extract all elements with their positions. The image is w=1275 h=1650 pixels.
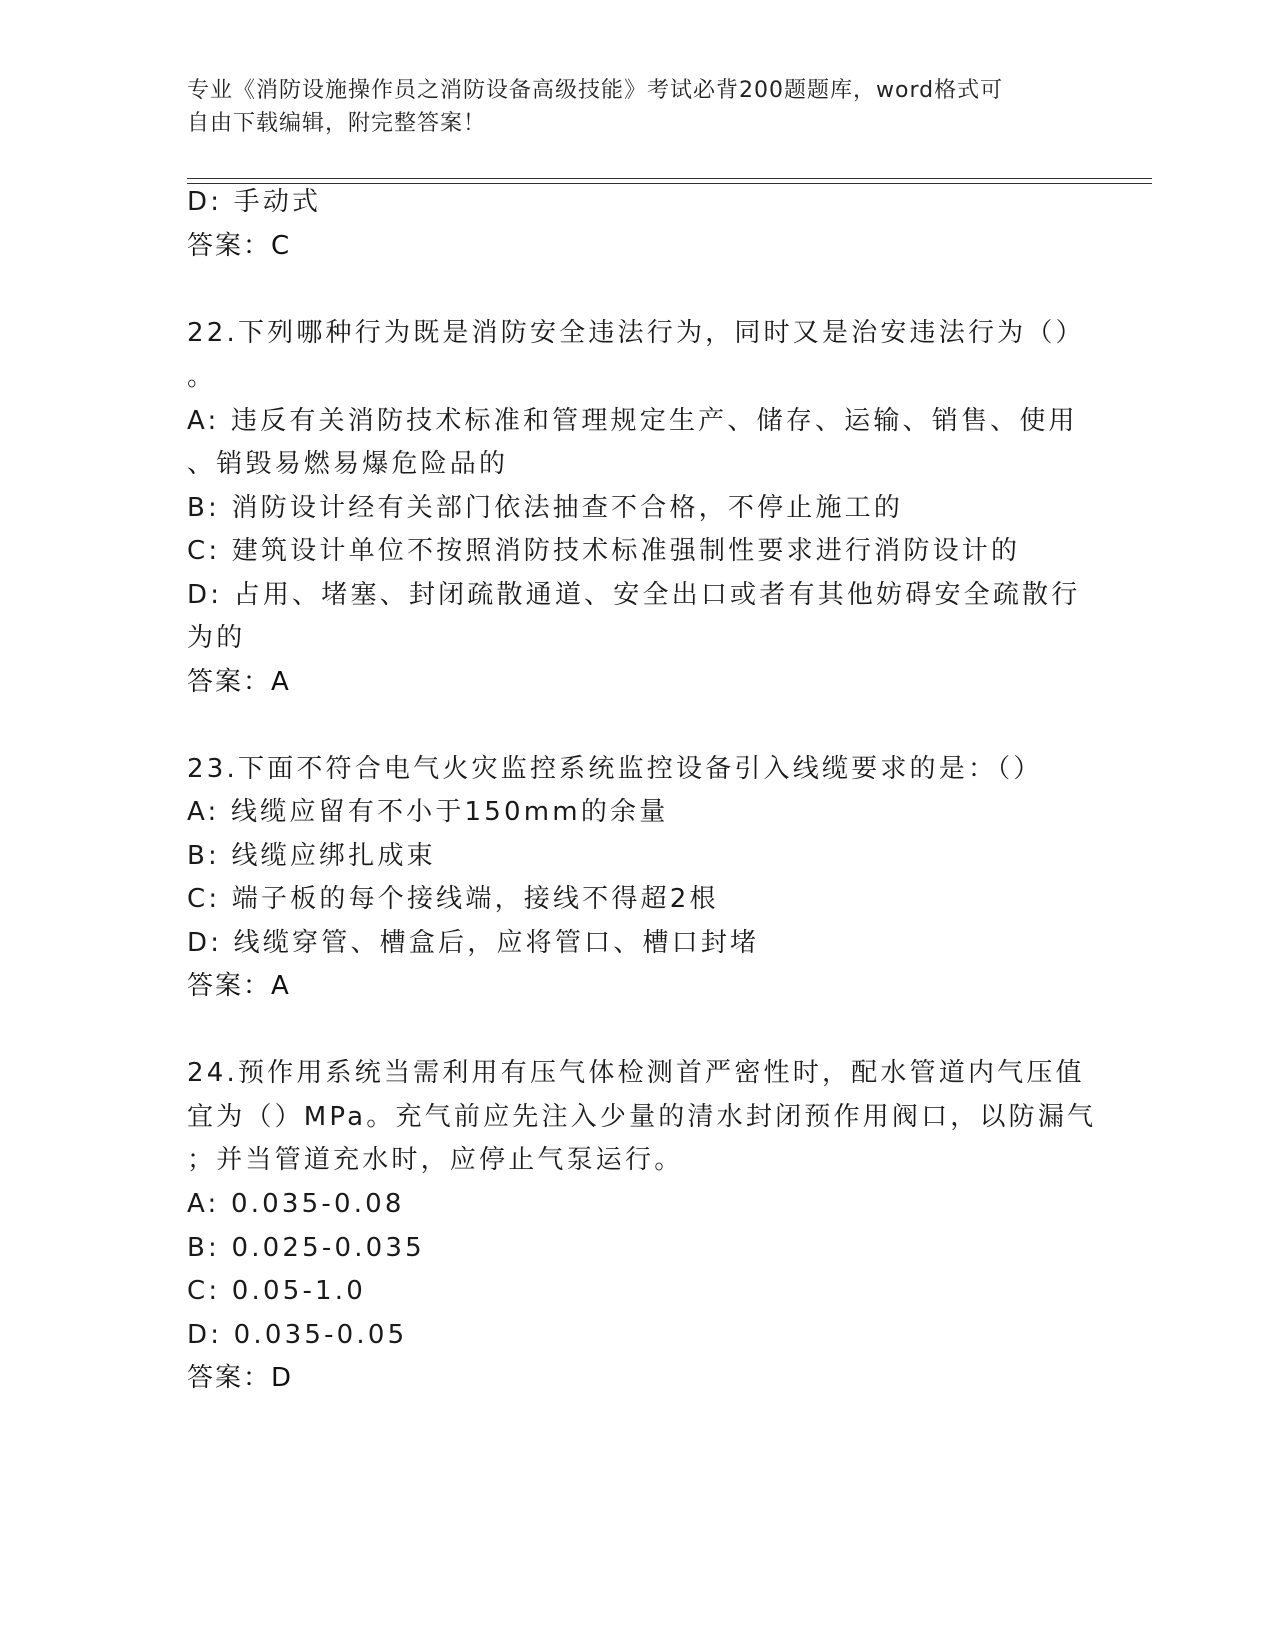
q21-option-d: D: 手动式: [187, 187, 322, 217]
header-line-2: 自由下载编辑，附完整答案！: [187, 111, 487, 136]
q23-stem: 23.下面不符合电气火灾监控系统监控设备引入线缆要求的是：（）: [187, 754, 1043, 784]
header-line-1: 专业《消防设施操作员之消防设备高级技能》考试必背200题题库，word格式可: [187, 78, 1004, 103]
q22-stem-line-1: 22.下列哪种行为既是消防安全违法行为，同时又是治安违法行为（）: [187, 318, 1085, 348]
q24-option-c: C: 0.05-1.0: [187, 1276, 366, 1306]
q22-option-d-line-1: D: 占用、堵塞、封闭疏散通道、安全出口或者有其他妨碍安全疏散行: [187, 580, 1081, 610]
q22-option-d-line-2: 为的: [187, 623, 246, 653]
q22-option-a-line-2: 、销毁易燃易爆危险品的: [187, 449, 509, 479]
header-divider-bottom: [187, 183, 1152, 184]
header-divider-top: [187, 178, 1152, 179]
q23-option-c: C: 端子板的每个接线端，接线不得超2根: [187, 884, 719, 914]
q22-option-c: C: 建筑设计单位不按照消防技术标准强制性要求进行消防设计的: [187, 536, 1021, 566]
q21-answer: 答案：C: [187, 231, 292, 261]
q24-stem-line-3: ；并当管道充水时，应停止气泵运行。: [187, 1145, 684, 1175]
q23-answer: 答案：A: [187, 971, 291, 1001]
q23-option-d: D: 线缆穿管、槽盒后，应将管口、槽口封堵: [187, 928, 760, 958]
q23-option-b: B: 线缆应绑扎成束: [187, 841, 436, 871]
q24-stem-line-1: 24.预作用系统当需利用有压气体检测首严密性时，配水管道内气压值: [187, 1058, 1085, 1088]
q24-answer: 答案：D: [187, 1363, 294, 1393]
q22-option-a-line-1: A: 违反有关消防技术标准和管理规定生产、储存、运输、销售、使用: [187, 406, 1078, 436]
q24-option-b: B: 0.025-0.035: [187, 1233, 425, 1263]
document-header: [187, 74, 1067, 140]
q23-option-a: A: 线缆应留有不小于150mm的余量: [187, 797, 669, 827]
q24-option-d: D: 0.035-0.05: [187, 1320, 408, 1350]
q24-stem-line-2: 宜为（）MPa。充气前应先注入少量的清水封闭预作用阀口，以防漏气: [187, 1102, 1097, 1132]
q24-option-a: A: 0.035-0.08: [187, 1189, 405, 1219]
q22-option-b: B: 消防设计经有关部门依法抽查不合格，不停止施工的: [187, 493, 904, 523]
q22-stem-line-2: 。: [187, 362, 217, 392]
q22-answer: 答案：A: [187, 667, 291, 697]
